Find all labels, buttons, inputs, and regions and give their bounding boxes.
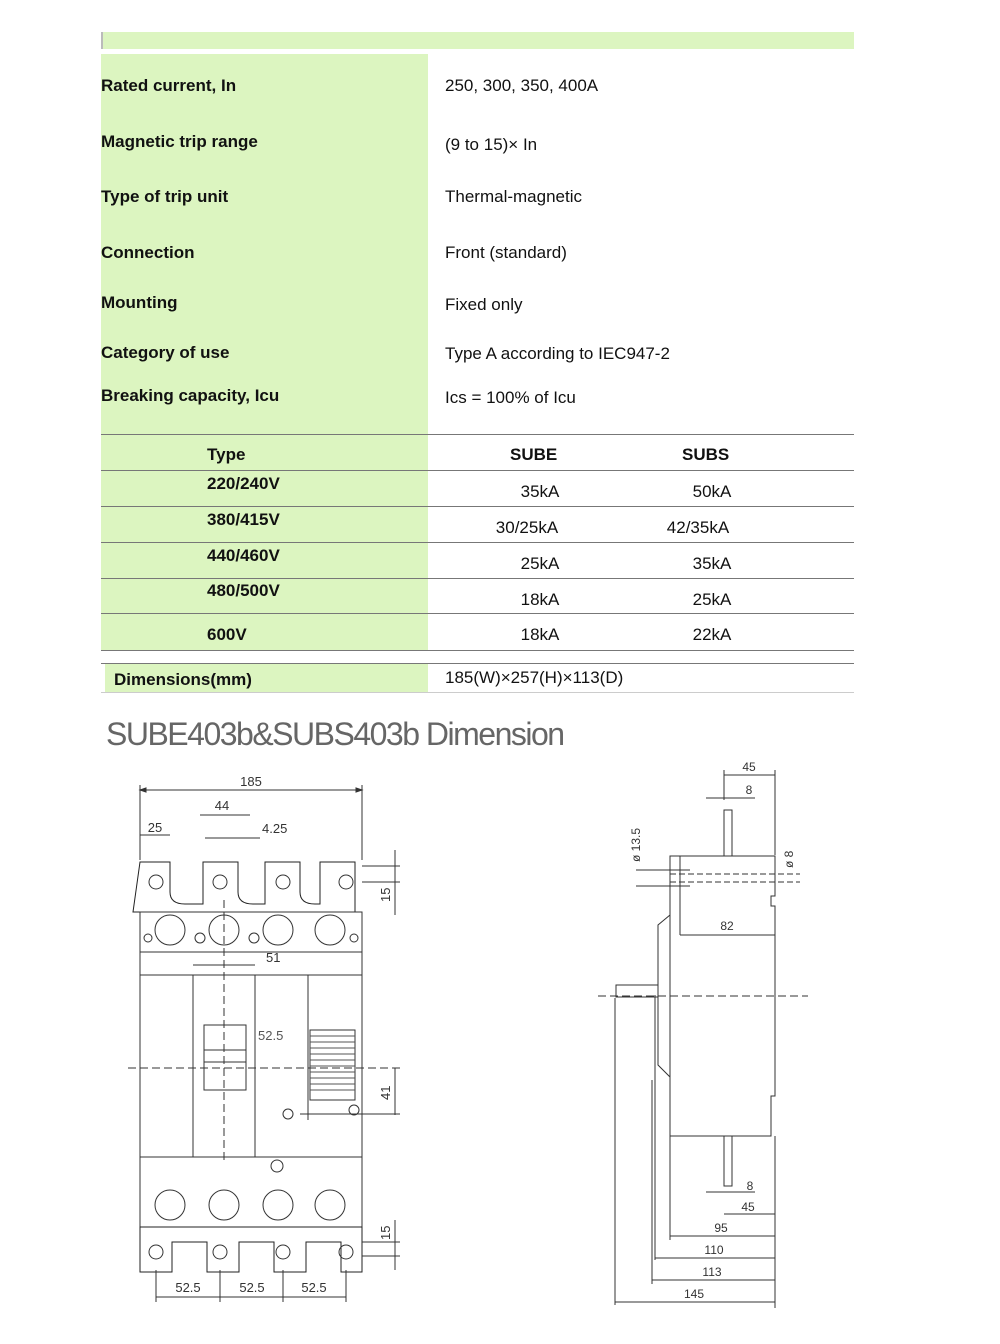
dim-side-hole-8: ø 8 [782, 850, 796, 868]
dim-handle-52-5: 52.5 [258, 1028, 284, 1043]
dim-side-bot-45: 45 [741, 1200, 755, 1214]
dim-side-bot-8: 8 [746, 1179, 754, 1193]
dim-pitch-2: 52.5 [239, 1280, 265, 1295]
breaking-row-voltage: 220/240V [207, 474, 280, 493]
spec-value-connection: Front (standard) [445, 243, 567, 262]
breaking-row-subs: 22kA [692, 625, 732, 644]
front-view-drawing [120, 760, 420, 1310]
spec-value-category: Type A according to IEC947-2 [445, 344, 670, 363]
spec-value-rated-current: 250, 300, 350, 400A [445, 76, 599, 95]
breaking-row-voltage: 380/415V [207, 510, 280, 529]
table-rule [101, 506, 854, 507]
dim-pole-pitch-44: 44 [214, 798, 230, 813]
breaking-row-sube: 30/25kA [495, 518, 559, 537]
breaking-row-sube: 18kA [520, 590, 560, 609]
dim-pitch-3: 52.5 [301, 1280, 327, 1295]
dim-width-185: 185 [240, 774, 262, 789]
spec-label-category: Category of use [101, 343, 230, 362]
spec-label-trip-unit: Type of trip unit [101, 187, 229, 206]
dimensions-value: 185(W)×257(H)×113(D) [445, 668, 624, 687]
header-bar-edge [101, 32, 103, 49]
dim-side-145: 145 [683, 1287, 705, 1301]
breaking-row-voltage: 440/460V [207, 546, 280, 565]
spec-value-mounting: Fixed only [445, 295, 523, 314]
spec-label-rated-current: Rated current, In [101, 76, 237, 95]
dimensions-rule-bottom [101, 692, 854, 693]
spec-value-magnetic-trip: (9 to 15)× In [445, 135, 538, 154]
dim-lower-terminal-15: 15 [378, 1225, 393, 1240]
dimensions-label: Dimensions(mm) [114, 670, 252, 689]
dim-edge-25: 25 [147, 820, 163, 835]
dim-center-51: 51 [266, 950, 281, 965]
table-rule [101, 542, 854, 543]
spec-label-mounting: Mounting [101, 293, 178, 312]
drawing-title: SUBE403b&SUBS403b Dimension [106, 716, 564, 752]
dim-side-depth-82: 82 [720, 919, 734, 933]
side-view-drawing [590, 755, 820, 1315]
spec-label-breaking-capacity: Breaking capacity, Icu [101, 386, 280, 405]
breaking-type-header: Type [207, 445, 246, 464]
table-rule [101, 578, 854, 579]
dim-side-hole-13-5: ø 13.5 [629, 827, 643, 862]
breaking-sube-header: SUBE [510, 445, 558, 464]
breaking-row-voltage: 480/500V [207, 581, 280, 600]
spec-label-connection: Connection [101, 243, 195, 262]
dim-upper-terminal-15: 15 [378, 887, 393, 902]
breaking-row-sube: 35kA [520, 482, 560, 501]
spec-value-trip-unit: Thermal-magnetic [445, 187, 582, 206]
breaking-row-subs: 50kA [692, 482, 732, 501]
breaking-row-sube: 18kA [520, 625, 560, 644]
breaking-subs-header: SUBS [682, 445, 730, 464]
dim-offset-4-25: 4.25 [262, 821, 288, 836]
breaking-row-voltage: 600V [207, 625, 247, 644]
table-rule [101, 613, 854, 614]
dim-handle-drop-41: 41 [378, 1085, 393, 1100]
table-rule [101, 470, 854, 471]
table-rule [101, 434, 854, 435]
dim-pitch-1: 52.5 [175, 1280, 201, 1295]
dim-side-113: 113 [702, 1265, 722, 1279]
spec-value-breaking-capacity: Ics = 100% of Icu [445, 388, 576, 407]
dim-side-95: 95 [714, 1221, 728, 1235]
breaking-row-subs: 25kA [692, 590, 732, 609]
header-bar [101, 32, 854, 49]
breaking-row-subs: 35kA [692, 554, 732, 573]
table-rule [101, 650, 854, 651]
breaking-row-subs: 42/35kA [666, 518, 730, 537]
dim-side-top-8: 8 [745, 783, 753, 797]
spec-label-magnetic-trip: Magnetic trip range [101, 132, 258, 151]
dim-side-110: 110 [704, 1243, 724, 1257]
dim-side-top-45: 45 [742, 760, 756, 774]
breaking-row-sube: 25kA [520, 554, 560, 573]
